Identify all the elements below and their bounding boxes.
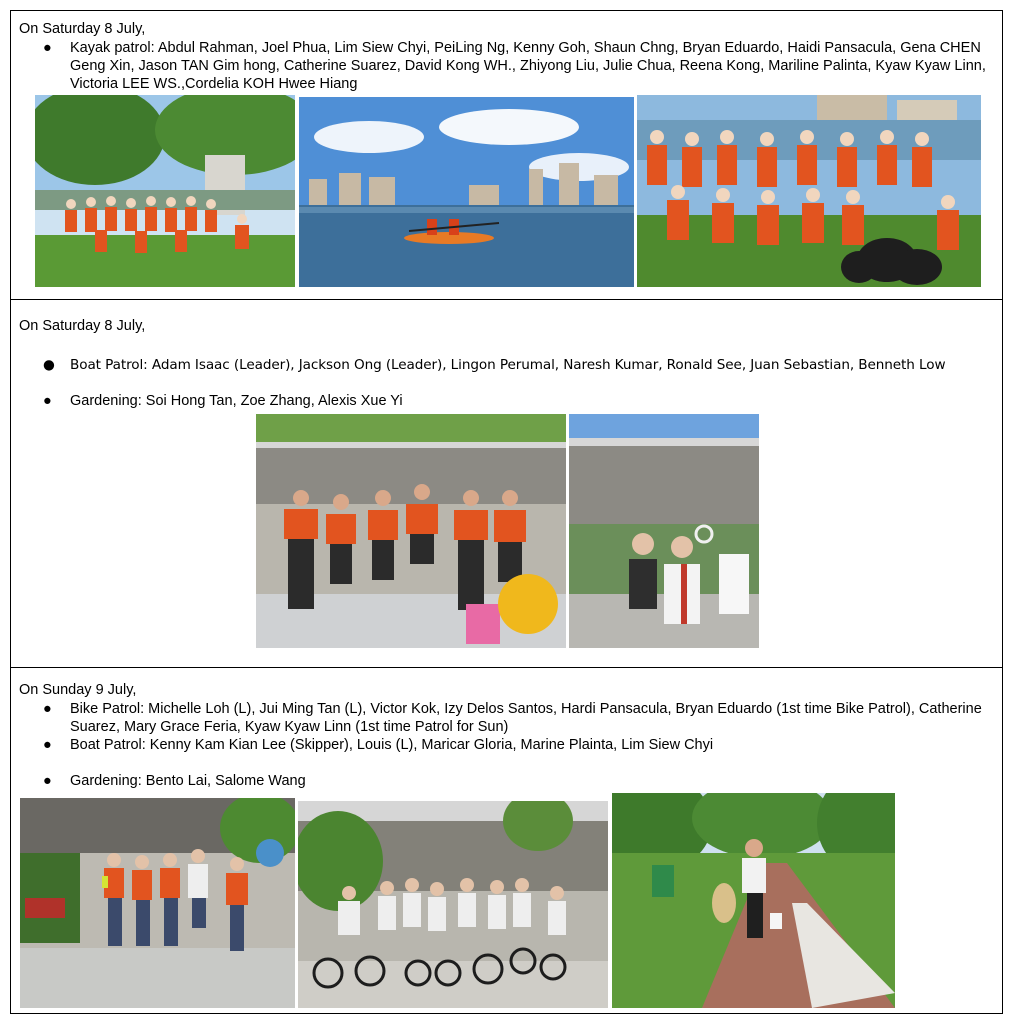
row-sunday-patrols: [11, 667, 1002, 1013]
bullet-icon: ●: [43, 393, 52, 409]
bullet-icon: ●: [43, 737, 52, 753]
bullet-icon: ●: [43, 357, 55, 373]
sunday-boat-group-photo: [20, 798, 295, 1008]
section-heading: On Saturday 8 July,: [19, 318, 146, 334]
bullet-icon: ●: [43, 40, 52, 56]
kayak-on-river-photo: [299, 97, 634, 287]
bullet-text: Gardening: Soi Hong Tan, Zoe Zhang, Alexis Xue Yi: [70, 393, 403, 409]
boat-patrol-group-photo: [256, 414, 566, 648]
bullet-icon: ●: [43, 773, 52, 789]
section-heading: On Sunday 9 July,: [19, 682, 137, 698]
report-table: [10, 10, 1003, 1014]
section-heading: On Saturday 8 July,: [19, 21, 146, 37]
bullet-text: Boat Patrol: Adam Isaac (Leader), Jackson Ong (Leader), Lingon Perumal, Naresh Kumar, Ronald See, Juan Sebastian, Benneth Low: [70, 357, 946, 373]
bullet-text: Bike Patrol: Michelle Loh (L), Jui Ming Tan (L), Victor Kok, Izy Delos Santos, Hardi Pansacula, Bryan Eduardo (1st time Bike Patrol), Catherine Suarez, Mary Grace Feria, Kyaw Kyaw Linn (1st time Patrol for Sun): [70, 701, 982, 735]
park-path-volunteer-photo: [612, 793, 895, 1008]
row-saturday-boat-gardening: [11, 299, 1002, 667]
bullet-text: Boat Patrol: Kenny Kam Kian Lee (Skipper), Louis (L), Maricar Gloria, Marine Plainta, Lim Siew Chyi: [70, 737, 714, 753]
kayak-group-photo: [35, 95, 295, 287]
bullet-icon: ●: [43, 701, 52, 717]
bullet-text: Gardening: Bento Lai, Salome Wang: [70, 773, 306, 789]
gardening-pair-photo: [569, 414, 759, 648]
row-saturday-kayak: [11, 11, 1002, 299]
bullet-text: Kayak patrol: Abdul Rahman, Joel Phua, Lim Siew Chyi, PeiLing Ng, Kenny Goh, Shaun Chng, Bryan Eduardo, Haidi Pansacula, Gena CHEN Geng Xin, Jason TAN Gim hong, Catherine Suarez, David Kong WH., Zhiyong Liu, Julie Chua, Reena Kong, Mariline Palinta, Kyaw Kyaw Linn, Victoria LEE WS.,Cordelia KOH Hwee Hiang: [70, 40, 986, 92]
kayak-team-with-trash-bags-photo: [637, 95, 981, 287]
bike-patrol-group-photo: [298, 801, 608, 1008]
